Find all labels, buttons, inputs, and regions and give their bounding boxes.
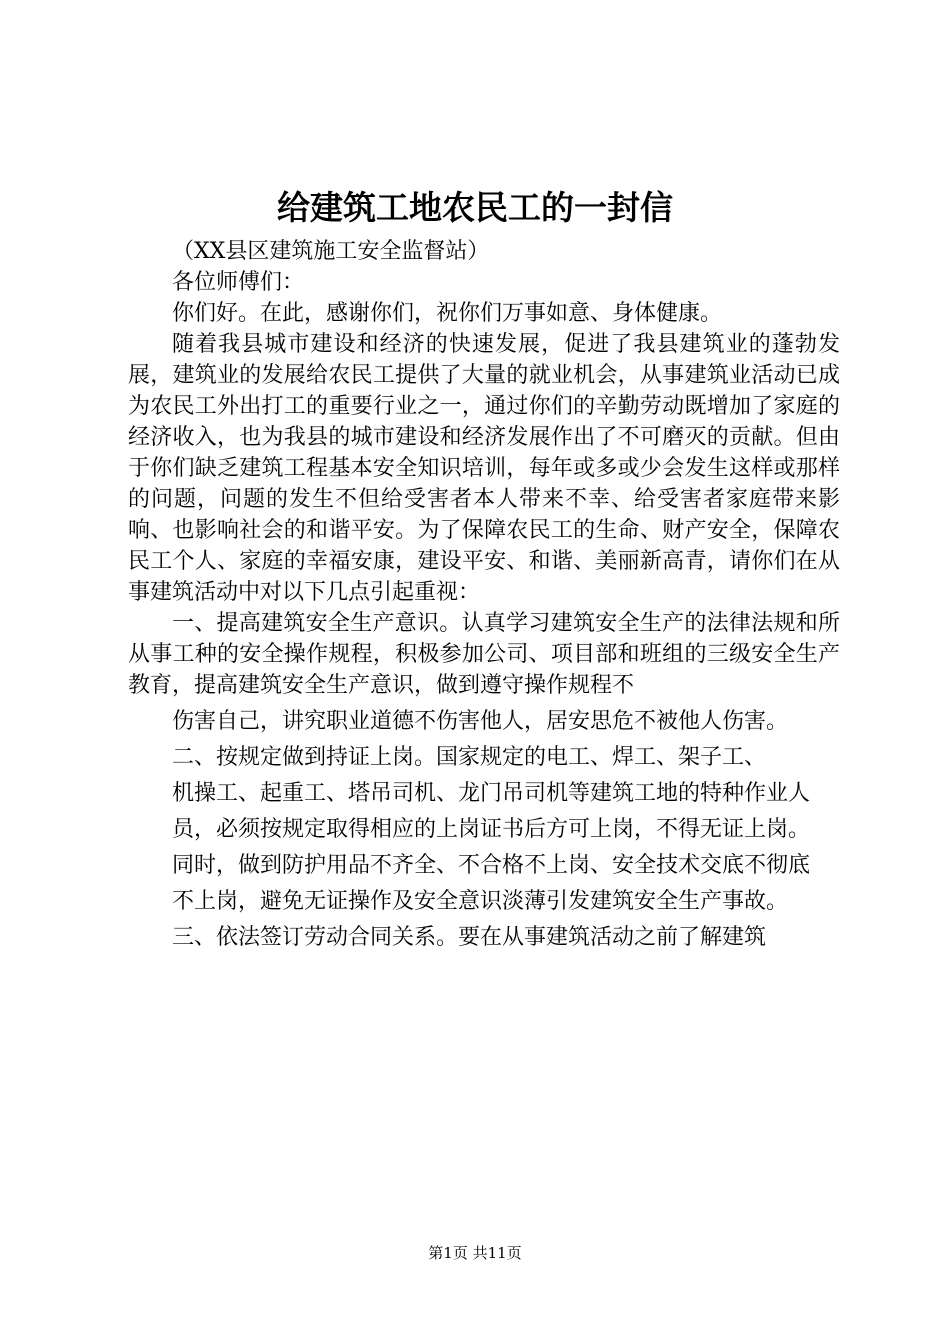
point-three-paragraph: 三、依法签订劳动合同关系。要在从事建筑活动之前了解建筑: [172, 925, 767, 950]
point-one-paragraph: 一、提高建筑安全生产意识。认真学习建筑安全生产的法律法规和所从事工种的安全操作规程，积极参加公司、项目部和班组的三级安全生产教育，提高建筑安全生产意识，做到遵守操作规程不: [128, 611, 840, 698]
point-one-continued: 伤害自己，讲究职业道德不伤害他人，居安思危不被他人伤害。: [172, 709, 789, 734]
point-two-continued-4: 不上岗，避免无证操作及安全意识淡薄引发建筑安全生产事故。: [172, 889, 789, 914]
salutation: 各位师傅们：: [172, 270, 305, 295]
point-two-paragraph: 二、按规定做到持证上岗。国家规定的电工、焊工、架子工、: [172, 745, 767, 770]
point-two-continued-2: 员，必须按规定取得相应的上岗证书后方可上岗，不得无证上岗。: [172, 817, 811, 842]
point-two-continued-3: 同时，做到防护用品不齐全、不合格不上岗、安全技术交底不彻底: [172, 853, 811, 878]
document-body: [128, 236, 840, 953]
issuer-line: （XX县区建筑施工安全监督站）: [172, 239, 490, 264]
page-number-footer: 第1页 共11页: [428, 1244, 522, 1262]
document-title: 给建筑工地农民工的一封信: [277, 188, 673, 227]
greeting-paragraph: 你们好。在此，感谢你们，祝你们万事如意、身体健康。: [172, 301, 723, 326]
intro-paragraph: 随着我县城市建设和经济的快速发展，促进了我县建筑业的蓬勃发展，建筑业的发展给农民工提供了大量的就业机会，从事建筑业活动已成为农民工外出打工的重要行业之一，通过你们的辛勤劳动既增加了家庭的经济收入，也为我县的城市建设和经济发展作出了不可磨灭的贡献。但由于你们缺乏建筑工程基本安全知识培训，每年或多或少会发生这样或那样的问题，问题的发生不但给受害者本人带来不幸、给受害者家庭带来影响、也影响社会的和谐平安。为了保障农民工的生命、财产安全，保障农民工个人、家庭的幸福安康，建设平安、和谐、美丽新高青，请你们在从事建筑活动中对以下几点引起重视：: [128, 332, 840, 605]
point-two-continued-1: 机操工、起重工、塔吊司机、龙门吊司机等建筑工地的特种作业人: [172, 781, 811, 806]
